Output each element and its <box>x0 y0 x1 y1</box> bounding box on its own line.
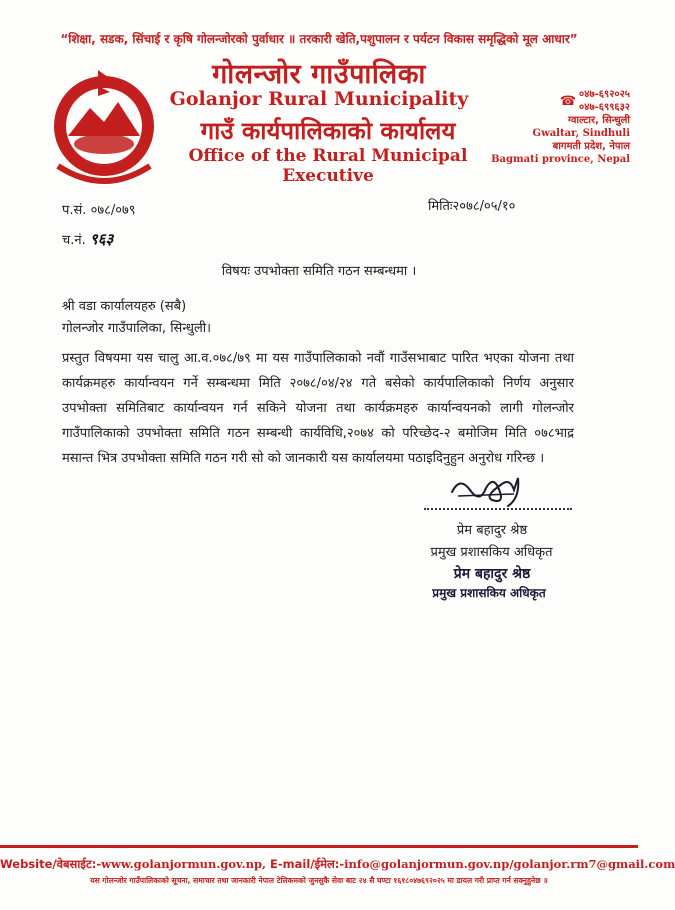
website-link[interactable]: www.golanjormun.gov.np, <box>101 857 266 871</box>
location-english: Gwaltar, Sindhuli <box>532 128 630 139</box>
municipality-title-nepali: गोलन्जोर गाउँपालिका <box>212 59 426 90</box>
phone-numbers <box>579 88 630 114</box>
province-english: Bagmati province, Nepal <box>491 154 630 165</box>
office-title-english: Office of the Rural Municipal Executive <box>188 146 468 186</box>
letterhead-motto: “शिक्षा, सडक, सिंचाई र कृषि गोलन्जोरको पुर्वाधार ॥ तरकारी खेति,पशुपालन र पर्यटन विकास समृद्धिको मूल आधार” <box>60 32 578 46</box>
phone-number-1: ०४७-६९२०२५ <box>579 89 630 100</box>
email-link[interactable]: info@golanjormun.gov.np/golanjor.rm7@gmail.com <box>344 857 675 871</box>
location-nepali: ग्वाल्टार, सिन्धुली <box>568 115 630 126</box>
footer-contact <box>0 857 675 872</box>
phone-number-2: ०४७-६९९६३२ <box>579 102 630 113</box>
signer-name: प्रेम बहादुर श्रेष्ठ <box>456 523 528 538</box>
email-label: E-mail/ईमेल:- <box>270 857 345 871</box>
footer-divider <box>0 845 638 848</box>
footer-note: यस गोलन्जोर गाउँपालिकाको सूचना, समाचार तथा जानकारी नेपाल टेलिकमको जुनसुकै सेवा बाट २४ सै घण्टा १६१८०४७६९२०२५ मा डायल गरी प्राप्त गर्न सक्नुहुनेछ ॥ <box>90 876 548 885</box>
phone-icon: ☎ <box>559 93 577 109</box>
reference-number: प.सं. ०७८/०७९ <box>62 203 136 218</box>
stamp-role: प्रमुख प्रशासकिय अधिकृत <box>432 586 546 600</box>
province-nepali: बागमती प्रदेश, नेपाल <box>552 141 630 152</box>
dispatch-number <box>62 229 113 249</box>
phone-row <box>490 88 630 114</box>
letter-subject: विषयः उपभोक्ता समिति गठन सम्बन्धमा । <box>221 264 417 279</box>
municipality-title-english: Golanjor Rural Municipality <box>169 88 469 110</box>
recipient-line-2: गोलन्जोर गाउँपालिका, सिन्धुली। <box>62 321 212 336</box>
letter-date: मितिः२०७८/०५/१० <box>428 199 516 214</box>
letter-body: प्रस्तुत विषयमा यस चालु आ.व.०७८/७९ मा यस गाउँपालिकाको नवौं गाउँसभाबाट पारित भएका योजना तथा कार्यक्रमहरु कार्यान्वयन गर्ने सम्बन्धमा मिति २०७८/०४/२४ गते बसेको कार्यपालिकाको निर्णय अनुसार उपभोक्ता समितिबाट कार्यान्वयन गर्न सकिने योजना तथा कार्यक्रमहरु कार्यान्वयनको लागी गोलन्जोर गाउँपालिकाको उपभोक्ता समिति गठन सम्बन्धी कार्यविधि,२०७४ को परिच्छेद-२ बमोजिम मिति ०७८भाद्र मसान्त भित्र उपभोक्ता समिति गठन गरी सो को जानकारी यस कार्यालयमा पठाइदिनुहुन अनुरोध गरिन्छ । <box>62 351 574 466</box>
dispatch-label: च.नं. <box>62 233 86 248</box>
signature-icon <box>444 470 534 512</box>
office-title-nepali: गाउँ कार्यपालिकाको कार्यालय <box>200 117 456 145</box>
website-label: Website/वेबसाईट:- <box>0 857 102 871</box>
dispatch-value: ९६३ <box>89 230 114 248</box>
signature-line <box>424 508 572 510</box>
recipient-line-1: श्री वडा कार्यालयहरु (सबै) <box>62 299 187 314</box>
contact-block <box>490 88 630 166</box>
signer-role: प्रमुख प्रशासकिय अधिकृत <box>430 545 553 560</box>
stamp-name: प्रेम बहादुर श्रेष्ठ <box>453 566 531 582</box>
